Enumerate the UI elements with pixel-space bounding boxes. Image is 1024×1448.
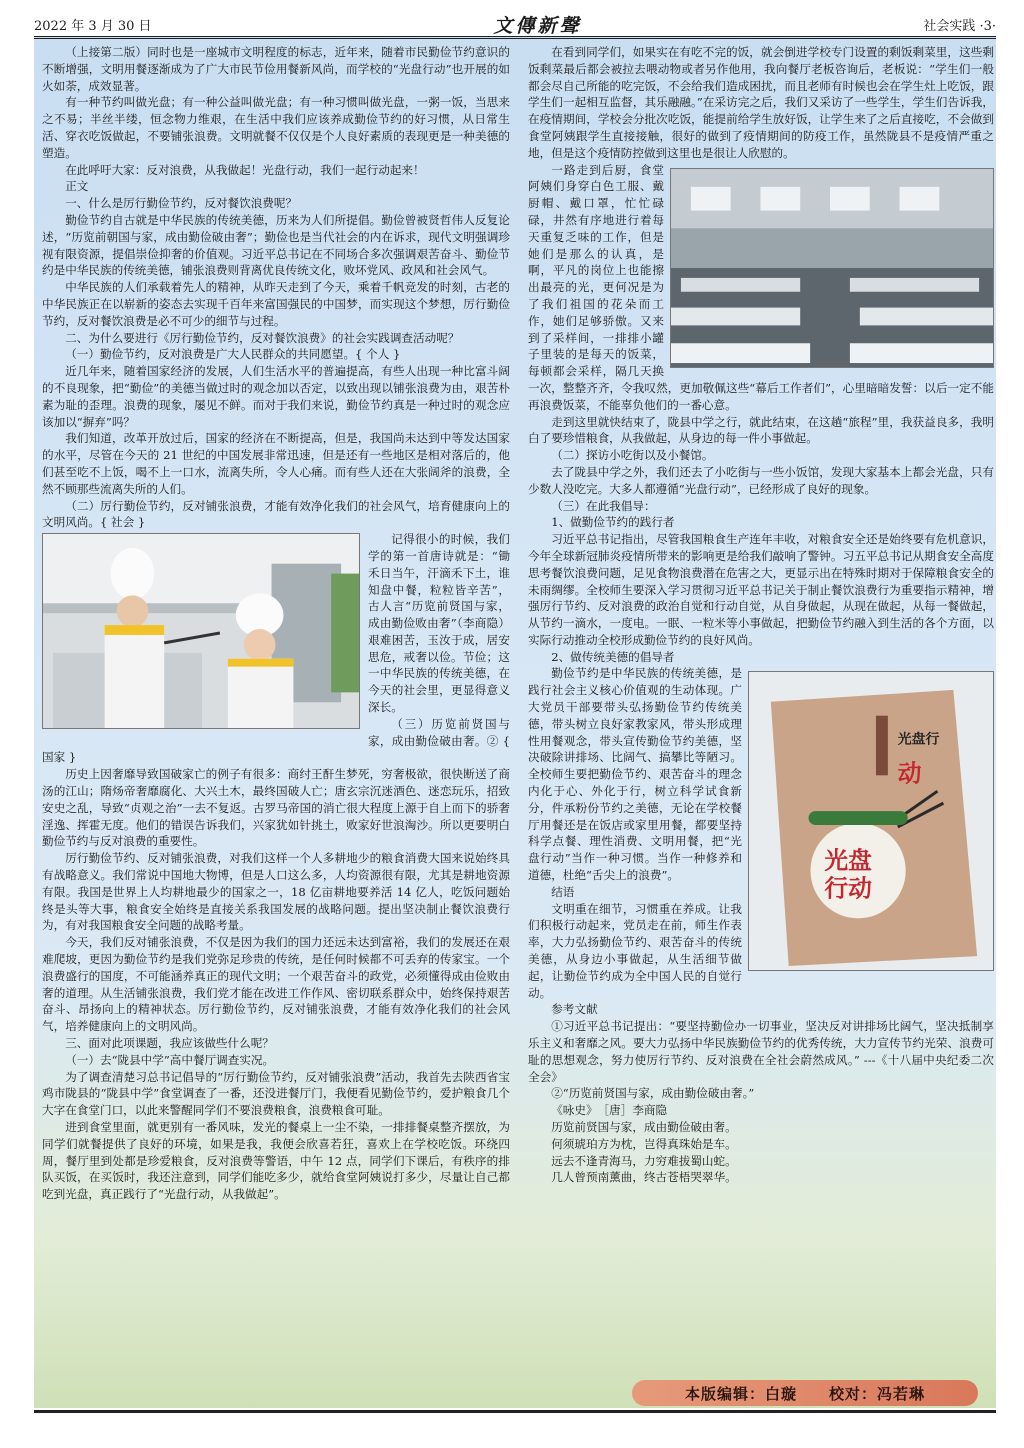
book-cover-photo [748,671,994,971]
editor-credit-banner [632,1380,978,1406]
book-title-c: 光盘 [824,847,872,876]
reference: ②“历览前贤国与家，成由勤俭破由奢。” [551,1086,755,1101]
cafeteria-image [671,169,993,367]
paragraph: 文明重在细节，习惯重在养成。让我们积极行动起来，党员走在前，师生作表率，大力弘扬勤俭节约、艰苦奋斗的传统美德，从身边小事做起，从生活细节做起，让勤俭节约成为全中国人民的自觉行动。 [528,901,742,1000]
poem [528,1102,994,1186]
section-label: 参考文献 [551,1002,598,1017]
book-title-a: 光盘行 [897,731,940,749]
paragraph: 厉行勤俭节约、反对铺张浪费，对我们这样一个人多耕地少的粮食消费大国来说始终具有战略意义。我们常说中国地大物博，但是人口这么多，人均资源很有限，尤其是耕地资源有限。我国是世界上人均耕地最少的国家之一，18 亿亩耕地要养活 14 亿人，吃饭问题始终是头等大事，粮食安全始终是直接关系我国发展的战略问题。提出坚决制止餐饮浪费行为，有对我国粮食安全问题的战略考量。 [42,851,510,933]
kitchen-inspection-image [43,534,359,728]
section-label: 正文 [65,179,89,194]
paragraph: 近几年来，随着国家经济的发展，人们生活水平的普遍提高，有些人出现一种比富斗阔的不良现象，把“勤俭”的美德当做过时的观念加以否定，以致出现以铺张浪费为由，艰苦朴素为耻的歪理。浪费的现象，屡见不鲜。而对于我们来说，勤俭节约真是一种过时的观念应该加以“摒弃”吗？ [42,364,510,429]
reference: ①习近平总书记提出：“要坚持勤俭办一切事业，坚决反对讲排场比阔气，坚决抵制享乐主义和奢靡之风。要大力弘扬中华民族勤俭节约的优秀传统，大力宣传节约光荣、浪费可耻的思想观念，努力使厉行节约、反对浪费在全社会蔚然成风。” ---《十八届中央纪委二次全会》 [528,1019,994,1084]
right-column [528,44,994,1186]
heading: 一、什么是厉行勤俭节约，反对餐饮浪费呢？ [65,196,298,211]
poem-line: 何须琥珀方为枕，岂得真珠始是车。 [551,1136,737,1151]
paragraph: 勤俭节约是中华民族的传统美德，是践行社会主义核心价值观的生动体现。广大党员干部要带头弘扬勤俭节约传统美德，带头树立良好家教家风，带头形成理性用餐观念，带头宣传勤俭节约美德，坚决破除讲排场、比阔气、搞攀比等陋习。全校师生要把勤俭节约、艰苦奋斗的理念内化于心、外化于行，树立科学试食新分，件承粉份节约之美德，无论在学校餐厅用餐还是在饭店或家里用餐，都要坚持科学点餐、理性消费、文明用餐，把“光盘行动”当作一种习惯。当作一种修养和道德，杜绝“舌尖上的浪费”。 [528,666,742,883]
bottom-rule [34,1410,996,1413]
editor-credit: 本版编辑：白璇 校对：冯若琳 [684,1384,925,1403]
paragraph: 今天，我们反对铺张浪费，不仅是因为我们的国力还远未达到富裕，我们的发展还在艰难爬坡，更因为勤俭节约是我们党弥足珍贵的传统，是任何时候都不可丢弃的传家宝。一个浪费盛行的国度，不可能涵养真正的现代文明；一个艰苦奋斗的政党，必须懂得成由俭败由奢的道理。从生活铺张浪费，我们党才能在改进工作作风、密切联系群众中，始终保持艰苦奋斗、昂扬向上的精神状态。厉行勤俭节约，反对铺张浪费，才能有效净化我们的社会风气，培养健康向上的文明风尚。 [42,935,510,1034]
paragraph: 为了调查清楚习总书记倡导的“厉行勤俭节约，反对铺张浪费”活动，我首先去陕西省宝鸡市陇县的“陇县中学”食堂调查了一番，还没进餐厅门，我便看见勤俭节约，爱护粮食几个大字在食堂门口，以此来警醒同学们不要浪费粮食，浪费粮食可耻。 [42,1069,510,1118]
left-column [42,44,510,1203]
paragraph: 进到食堂里面，就更别有一番风味，发光的餐桌上一尘不染，一排排餐桌整齐摆放，为同学们就餐提供了良好的环境，如果是我，我便会欣喜若狂，喜欢上在学校吃饭。环绕四周，餐厅里到处都是珍爱粮食，反对浪费等警语，中午 12 点，同学们下课后，有秩序的排队买饭，在买饭时，我还注意到，同学们能吃多少，就给食堂阿姨说打多少，尽量让自己都吃到光盘，真正践行了“光盘行动，从我做起”。 [42,1120,510,1202]
poem-line: 远去不逢青海马，力穷难拔蜀山蛇。 [551,1153,737,1168]
paragraph: 一路走到后厨，食堂阿姨们身穿白色工服、戴厨帽、戴口罩，忙忙碌碌，井然有序地进行着每天重复乏味的工作，但是她们是那么的认真，是啊，平凡的岗位上也能擦出最亮的光，更何况是为了我们祖国的花朵而工作，她们足够骄傲。又来到了采样间，一排排小罐子里装的是每天的饭菜，每顿都会采样，隔几天换一次，整整齐齐，令我叹然，更加敬佩这些“幕后工作者们”，心里暗暗发誓：以后一定不能再浪费饭菜，不能辜负他们的一番心意。 [528,162,994,412]
subheading: （三）历览前贤国与家，成由勤俭破由奢。② { 国家 } [42,716,510,765]
section-label: 结语 [551,884,575,899]
subheading: （一）去“陇县中学”高中餐厅调查实况。 [65,1052,275,1067]
book-cover-image [749,672,993,970]
subheading: （一）勤俭节约，反对浪费是广大人民群众的共同愿望。{ 个人 } [65,347,401,362]
paragraph: 有一种节约叫做光盘；有一种公益叫做光盘；有一种习惯叫做光盘，一粥一饭，当思来之不易；半丝半缕，恒念物力维艰，在生活中我们应该养成勤俭节约的好习惯，从日常生活、穿衣吃饭做起，不要铺张浪费。文明就餐不仅仅是个人良好素质的表现更是一种美德的塑造。 [42,95,510,160]
subheading: （二）厉行勤俭节约，反对铺张浪费，才能有效净化我们的社会风气，培育健康向上的文明风尚。{ 社会 } [42,498,510,530]
subheading: 2、做传统美德的倡导者 [551,649,675,664]
poem-title: 《咏史》 ［唐］李商隐 [551,1103,668,1118]
heading: 三、面对此项课题，我应该做些什么呢？ [65,1036,274,1051]
kitchen-inspection-photo [42,533,360,729]
newspaper-logo: 文傳新聲 [493,14,582,37]
subheading: 1、做勤俭节约的践行者 [551,515,675,530]
paragraph: （上接第二版）同时也是一座城市文明程度的标志，近年来，随着市民勤俭节约意识的不断增强，文明用餐逐渐成为了广大市民节俭用餐新风尚，而学校的“光盘行动”也开展的如火如荼，成效显著。 [42,45,510,93]
poem-line: 几人曾预南薰曲，终古苍梧哭翠华。 [551,1170,737,1185]
paragraph: 习近平总书记指出，尽管我国粮食生产连年丰收，对粮食安全还是始终要有危机意识，今年全球新冠肺炎疫情所带来的影响更是给我们敲响了警钟。习五平总书记从期食安全高度思考餐饮浪费问题，足见食物浪费潜在危害之大，更显示出在特殊时期对于保障粮食安全的未雨绸缪。全校师生要深入学习贯彻习近平总书记关于制止餐饮浪费行为重要指示精神，增强厉行节约、反对浪费的政治自觉和行动自觉，从自身做起，从现在做起，从每一餐做起，从节约一滴水，一度电。一眠、一粒米等小事做起，把勤俭节约融入到生活的各个方面，以实际行动推动全校形成勤俭节约的良好风尚。 [528,532,994,647]
cafeteria-photo [670,168,994,368]
heading: 二、为什么要进行《厉行勤俭节约，反对餐饮浪费》的社会实践调查活动呢？ [65,330,460,345]
paragraph: 我们知道，改革开放过后，国家的经济在不断提高，但是，我国尚未达到中等发达国家的水平，尽管在今天的 21 世纪的中国发展非常迅速，但是还有一些地区是相对落后的，他们甚至吃不上饭，喝不上一口水，流离失所，令人心痛。而有些人还在大张阔斧的浪费，全然不顾那些流离失所的人们。 [42,431,510,496]
paragraph: 在看到同学们，如果实在有吃不完的饭，就会倒进学校专门设置的剩饭剩菜里，这些剩饭剩菜最后都会被拉去喂动物或者另作他用，我向餐厅老板咨询后，老板说：“学生们一般都会尽自己所能的吃完饭，不会给我们造成困扰，而且老师有时候也会在学生灶上吃饭，跟学生们一起相互监督，其乐融融。”在采访完之后，我们又采访了一些学生，学生们告诉我，在疫情期间，学校会分批次吃饭，能提前给学生放好饭，让学生来了之后直接吃，不会做到食堂阿姨跟学生直接接触，很好的做到了疫情期间的防疫工作，虽然陇县不是疫情严重之地，但是这个疫情防控做到这里也是很让人欣慰的。 [528,45,994,160]
paragraph: 中华民族的人们承载着先人的精神，从昨天走到了今天，乘着千帆竞发的时刻，古老的中华民族正在以崭新的姿态去实现千百年来富国强民的中国梦，而实现这个梦想，厉行勤俭节约，反对餐饮浪费是必不可少的细节与过程。 [42,280,510,328]
masthead [34,12,996,39]
section-label: 社会实践 ·3· [923,18,996,34]
paragraph: 在此呼吁大家：反对浪费，从我做起！光盘行动，我们一起行动起来！ [65,162,425,177]
paragraph: 历史上因奢靡导致国破家亡的例子有很多：商纣王酐生梦死，穷奢极欲，很快断送了商汤的江山；隋炀帝奢靡腐化、大兴土木，最终国破人亡；唐玄宗沉迷酒色、迷恋玩乐，招致安史之乱，导致“贞观之治”一去不复返。古罗马帝国的消亡很大程度上源于自上而下的骄奢淫逸、挥霍无度。他们的错误告诉我们，兴家犹如针挑土，败家好世浪淘沙。所以更要明白勤俭节约与反对浪费的重要性。 [42,767,510,849]
paragraph: 走到这里就快结束了，陇县中学之行，就此结束，在这趟“旅程”里，我获益良多，我明白了要珍惜粮食，从我做起，从身边的每一件小事做起。 [528,414,994,446]
paragraph: 去了陇县中学之外，我们还去了小吃街与一些小饭馆，发现大家基本上都会光盘，只有少数人没吃完。大多人都遵循“光盘行动”，已经形成了良好的现象。 [528,464,994,496]
paragraph: 勤俭节约自古就是中华民族的传统美德，历来为人们所提倡。勤俭曾被贤哲伟人反复论述，“历览前朝国与家，成由勤俭破由奢”；勤俭也是当代社会的内在诉求，现代文明强调珍视有限资源，提倡崇俭抑奢的价值观。习近平总书记在不同场合多次强调艰苦奋斗、勤俭节约是中华民族的传统美德，铺张浪费则背离优良传统文化，败坏党风、政风和社会风气。 [42,212,510,278]
book-title-b: 动 [897,759,922,788]
subheading: （二）探访小吃街以及小餐馆。 [551,448,714,463]
subheading: （三）在此我倡导： [551,498,656,513]
paragraph: 记得很小的时候，我们学的第一首唐诗就是：“锄禾日当午，汗滴禾下土，谁知盘中餐，粒粒皆辛苦”，古人言“历览前贤国与家，成由勤俭败由奢”（李商隐）艰难困苦，玉汝于成，居安思危，戒奢以俭。节俭；这一中华民族的传统美德，在今天的社会里，更显得意义深长。 [368,532,510,715]
book-title-d: 行动 [824,874,872,903]
poem-line: 历览前贤国与家，成由勤俭破由奢。 [551,1120,737,1134]
issue-date: 2022 年 3 月 30 日 [34,18,152,34]
